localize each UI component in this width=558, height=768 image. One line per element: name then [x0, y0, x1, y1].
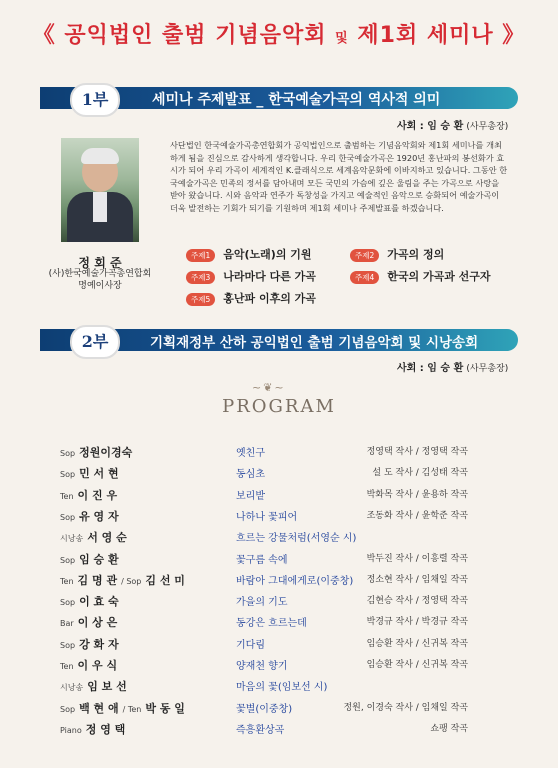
topic-text: 가곡의 정의 — [387, 248, 445, 261]
voice-part: Sop — [60, 704, 76, 714]
performer-name: 임 승 환 — [79, 552, 119, 566]
program-song: 기다림 — [236, 639, 265, 651]
performer-name: 정원이경숙 — [79, 446, 133, 459]
title-main: 《 공익법인 출범 기념음악회 — [32, 23, 327, 48]
program-row — [0, 465, 558, 485]
presenter-photo — [61, 138, 139, 242]
program-song: 꽃구름 속에 — [236, 554, 288, 566]
program-performer — [60, 593, 220, 609]
performer-name-2: 박 동 일 — [145, 701, 185, 715]
voice-part-2: / Sop — [121, 576, 142, 586]
program-song: 즉흥환상곡 — [236, 724, 285, 736]
part2-host-role: (사무총장) — [466, 364, 509, 374]
part2-host — [397, 359, 508, 374]
presenter-name: 정 회 준 — [78, 256, 122, 270]
program-song: 양재천 향기 — [236, 661, 288, 672]
topic-tag: 주제1 — [186, 249, 215, 262]
program-performer — [60, 636, 220, 652]
topic-text: 음악(노래)의 기원 — [223, 248, 312, 261]
voice-part: Bar — [60, 619, 74, 629]
performer-name: 임 보 선 — [87, 680, 127, 694]
program-row — [0, 593, 558, 613]
presenter-affiliation-1: (사)한국예술가곡총연합회 — [48, 269, 152, 279]
program-credit: 임승환 작사 / 신귀복 작곡 — [366, 638, 468, 649]
program-row — [0, 444, 558, 464]
program-song: 흐르는 강물처럼(서영순 시) — [236, 533, 357, 545]
program-credit: 정소현 작사 / 임채일 작곡 — [366, 574, 468, 585]
program-row — [0, 721, 558, 741]
program-performer — [60, 657, 220, 673]
topic-2 — [350, 246, 444, 262]
topic-text: 홍난파 이후의 가곡 — [223, 292, 316, 305]
part1-host — [397, 117, 508, 132]
voice-part: Ten — [60, 662, 74, 671]
program-credit: 쇼팽 작곡 — [430, 723, 468, 734]
program-row — [0, 572, 558, 592]
program-row — [0, 508, 558, 528]
performer-name-2: 김 선 미 — [145, 573, 185, 587]
program-credit: 박두진 작사 / 이흥렬 작곡 — [366, 553, 468, 564]
voice-part: Sop — [60, 512, 76, 522]
page-title — [0, 18, 558, 49]
program-row — [0, 657, 558, 677]
performer-name: 강 화 자 — [79, 637, 119, 651]
performer-name: 이 우 식 — [77, 659, 118, 672]
program-song: 꽃별(이중창) — [236, 703, 293, 715]
program-performer — [60, 700, 220, 716]
topic-5 — [186, 290, 316, 306]
program-song: 바람아 그대에게로(이중창) — [236, 575, 354, 587]
program-performer — [60, 487, 220, 503]
voice-part: 시낭송 — [60, 683, 84, 693]
topic-3 — [186, 268, 316, 284]
program-song: 마음의 꽃(임보선 시) — [236, 682, 328, 694]
presenter-affiliation — [40, 268, 160, 292]
performer-name: 유 영 자 — [79, 509, 119, 523]
program-song: 보리밭 — [236, 490, 265, 502]
topic-1 — [186, 246, 312, 262]
voice-part: Sop — [60, 640, 76, 650]
program-heading: PROGRAM — [222, 396, 336, 417]
topic-tag: 주제2 — [350, 249, 379, 262]
program-song: 옛친구 — [236, 448, 265, 459]
program-credit: 김현승 작사 / 정영택 작곡 — [366, 596, 468, 607]
program-credit: 정영택 작사 / 정영택 작곡 — [366, 447, 468, 457]
program-row — [0, 614, 558, 634]
performer-name: 백 현 애 — [79, 701, 119, 715]
ornament-icon: ~❦~ — [252, 381, 286, 394]
program-performer — [60, 529, 220, 545]
title-tail: 제1회 세미나 》 — [357, 23, 526, 48]
program-song: 나하나 꽃피어 — [236, 511, 298, 523]
program-row — [0, 551, 558, 571]
voice-part: Ten — [60, 491, 74, 501]
topic-text: 한국의 가곡과 선구자 — [387, 270, 491, 283]
program-song: 가을의 기도 — [236, 597, 288, 609]
topic-tag: 주제4 — [350, 271, 379, 284]
program-credit: 박경규 작사 / 박경규 작곡 — [366, 617, 468, 628]
part2-heading: 기획재정부 산하 공익법인 출범 기념음악회 및 시낭송회 — [150, 335, 479, 351]
performer-name: 서 영 순 — [87, 531, 127, 545]
program-credit: 임승환 작사 / 신귀복 작곡 — [366, 660, 468, 670]
program-credit: 조동화 작사 / 윤학준 작곡 — [366, 510, 468, 521]
program-song: 동강은 흐르는데 — [236, 618, 307, 630]
voice-part: Piano — [60, 725, 82, 735]
performer-name: 민 서 현 — [79, 467, 119, 481]
part1-host-role: (사무총장) — [466, 122, 509, 132]
program-song: 동심초 — [236, 469, 265, 481]
part2-host-label: 사회 : 임 승 환 — [397, 363, 464, 374]
voice-part: Ten — [60, 576, 74, 586]
performer-name: 이 효 숙 — [79, 595, 119, 609]
voice-part: Sop — [60, 470, 76, 480]
program-row — [0, 487, 558, 507]
program-credit: 박화목 작사 / 윤용하 작곡 — [366, 489, 468, 500]
performer-name: 김 명 관 — [77, 573, 118, 587]
program-performer — [60, 678, 220, 694]
performer-name: 정 영 택 — [85, 722, 126, 736]
program-row — [0, 700, 558, 720]
program-row — [0, 678, 558, 698]
topic-text: 나라마다 다른 가곡 — [223, 270, 316, 283]
seminar-intro: 사단법인 한국예술가곡총연합회가 공익법인으로 출범하는 기념음악회와 제1회 세미나를 개최하게 됨을 진심으로 감사하게 생각합니다. 우리 한국예술가곡은 1920년 홍난파의 봉선화가 효시가 되어 우리 가곡이 세계적인 K.클래식으로 세계음악문화에 이바지하고 있습니다. 그동안 한국예술가곡은 민족의 정서를 담아내며 모든 국민의 가슴에 깊은 울림을 주는 가곡으로 사랑을 받아 왔습니다. 시와 음악과 연주가 독창성을 가지고 예술적인 음악으로 승화되어 예술가곡이 더욱 발전하는 기회가 되기를 기원하며 제1회 세미나 주제발표를 하겠습니다. — [170, 140, 508, 213]
topic-tag: 주제5 — [186, 293, 215, 306]
program-performer — [60, 444, 220, 460]
part1-host-label: 사회 : 임 승 환 — [397, 121, 464, 132]
part1-badge: 1부 — [70, 83, 120, 117]
program-performer — [60, 614, 220, 630]
program-performer — [60, 551, 220, 567]
program-performer — [60, 465, 220, 481]
voice-part: Sop — [60, 598, 76, 608]
part1-heading: 세미나 주제발표 _ 한국예술가곡의 역사적 의미 — [152, 92, 441, 108]
program-row — [0, 636, 558, 656]
voice-part: Sop — [60, 555, 76, 565]
voice-part: 시낭송 — [60, 534, 84, 544]
program-credit: 정원, 이경숙 작사 / 임채일 작곡 — [343, 702, 468, 713]
program-performer — [60, 572, 220, 588]
program-credit: 설 도 작사 / 김성태 작곡 — [372, 468, 468, 479]
presenter-affiliation-2: 명예이사장 — [78, 281, 122, 291]
voice-part: Sop — [60, 449, 76, 458]
voice-part-2: / Ten — [122, 704, 142, 714]
performer-name: 이 진 우 — [77, 488, 118, 502]
topic-4 — [350, 268, 491, 284]
program-performer — [60, 721, 220, 737]
topic-tag: 주제3 — [186, 271, 215, 284]
performer-name: 이 상 은 — [77, 616, 118, 630]
title-conj: 및 — [335, 31, 349, 46]
part2-badge: 2부 — [70, 325, 120, 359]
program-performer — [60, 508, 220, 524]
program-row — [0, 529, 558, 549]
